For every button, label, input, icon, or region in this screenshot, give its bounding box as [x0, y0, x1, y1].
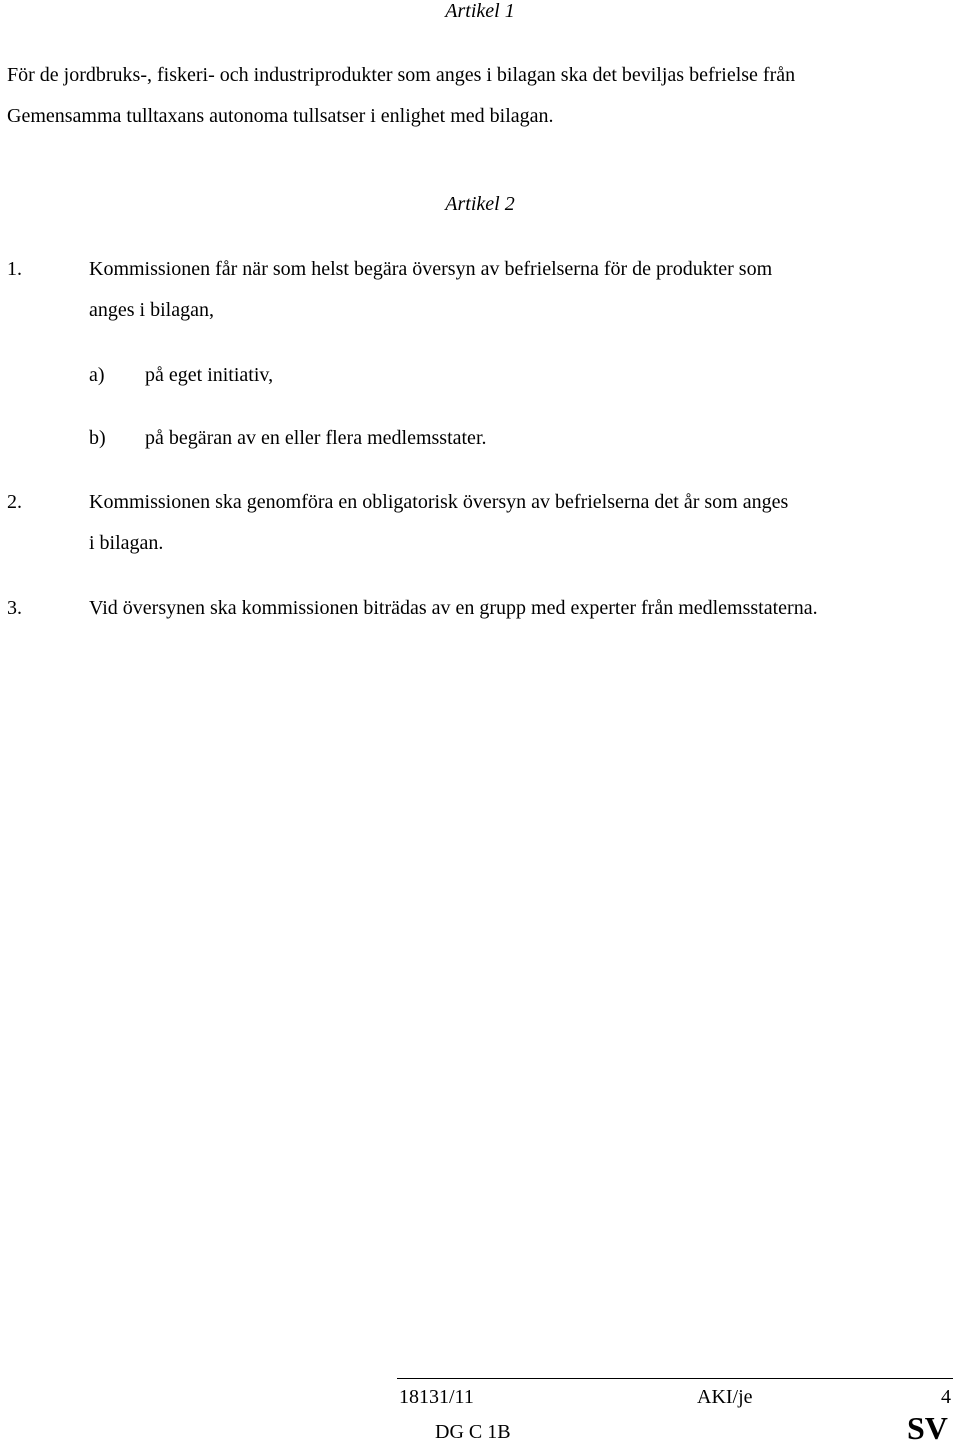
paragraph-2-number: 2. — [7, 491, 22, 513]
footer-page-number: 4 — [941, 1386, 951, 1408]
list-item-b-label: b) — [89, 427, 106, 449]
list-item-b-text: på begäran av en eller flera medlemsstater. — [145, 427, 487, 449]
paragraph-2-line-2: i bilagan. — [89, 532, 164, 554]
footer-rule — [397, 1378, 953, 1379]
list-item-a-text: på eget initiativ, — [145, 364, 274, 386]
footer-doc-number: 18131/11 — [399, 1386, 474, 1408]
footer-initials: AKI/je — [697, 1386, 753, 1408]
article-1-text-line-1: För de jordbruks-, fiskeri- och industriprodukter som anges i bilagan ska det beviljas befrielse från — [7, 64, 796, 86]
article-1-text-line-2: Gemensamma tulltaxans autonoma tullsatser i enlighet med bilagan. — [7, 105, 554, 127]
footer-language-code: SV — [907, 1410, 948, 1446]
article-1-heading: Artikel 1 — [445, 0, 515, 22]
article-2-heading: Artikel 2 — [445, 193, 515, 215]
paragraph-1-number: 1. — [7, 258, 22, 280]
paragraph-1-line-1: Kommissionen får när som helst begära översyn av befrielserna för de produkter som — [89, 258, 773, 280]
paragraph-2-line-1: Kommissionen ska genomföra en obligatorisk översyn av befrielserna det år som anges — [89, 491, 789, 513]
footer-dg: DG C 1B — [435, 1421, 511, 1443]
paragraph-1-line-2: anges i bilagan, — [89, 299, 214, 321]
paragraph-3-number: 3. — [7, 597, 22, 619]
paragraph-3-line-1: Vid översynen ska kommissionen biträdas av en grupp med experter från medlemsstaterna. — [89, 597, 818, 619]
list-item-a-label: a) — [89, 364, 105, 386]
